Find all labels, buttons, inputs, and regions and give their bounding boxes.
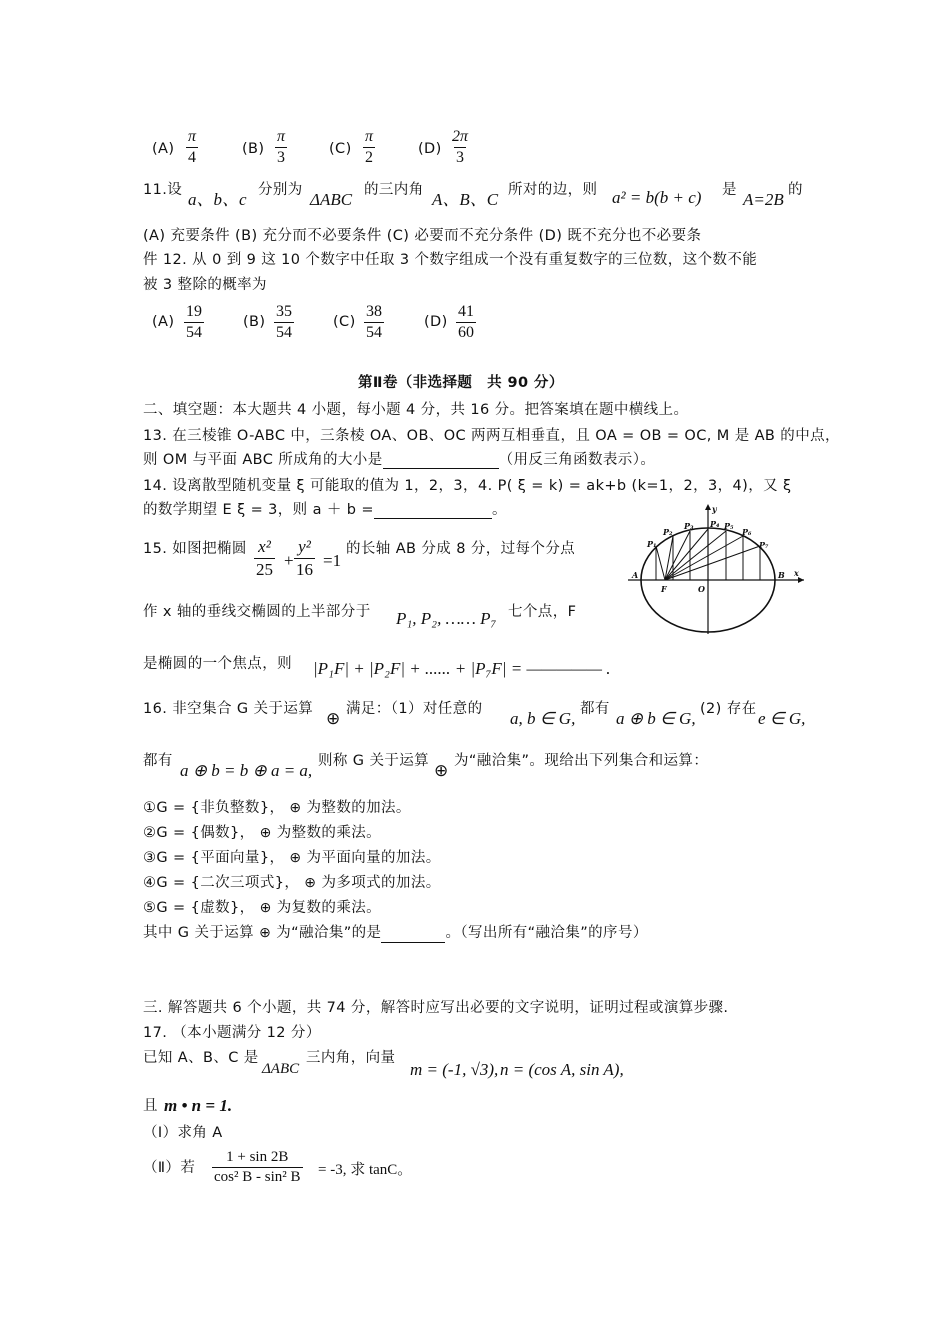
- fig-label-p4: P₄: [710, 519, 720, 529]
- q11-text-2: 的三内角: [364, 182, 424, 198]
- q12-option-b-label: (B): [243, 314, 266, 330]
- q10-option-d-fraction: $\frac{2\pi}{3}$: [452, 128, 469, 167]
- q12-option-d-fraction: $\frac{41}{60}$: [458, 303, 474, 342]
- q16-op-symbol: ⊕: [326, 709, 341, 728]
- q10-option-c-label: (C): [329, 141, 352, 157]
- q11-triangle: ΔABC: [310, 190, 353, 209]
- q14-line-2: 的数学期望 E ξ = 3，则 a ＋ b = 。: [143, 502, 507, 518]
- q16-final: 其中 G 关于运算 ⊕ 为“融洽集”的是 。（写出所有“融洽集”的序号）: [143, 925, 648, 941]
- q13-answer-blank[interactable]: [383, 468, 499, 469]
- fig-label-p7: P₇: [759, 540, 769, 550]
- q16-op-symbol-2: ⊕: [434, 761, 449, 780]
- fig-label-b: B: [778, 570, 785, 580]
- q11-text-4: 是: [722, 182, 737, 198]
- q13-line-1: 13. 在三棱锥 O-ABC 中，三条棱 OA、OB、OC 两两互相垂直，且 OA = OB = OC, M 是 AB 的中点，: [143, 428, 840, 444]
- q17-fraction: $\frac{1 + \sin 2B}{\text{cos² B - sin² B}}$: [214, 1149, 301, 1186]
- q12-option-b-fraction: $\frac{35}{54}$: [276, 303, 292, 342]
- q16-identity-equation: a ⊕ b = b ⊕ a = a,: [180, 761, 313, 780]
- q16-answer-blank[interactable]: [381, 942, 445, 943]
- q16-text-3: (2) 存在: [700, 701, 757, 717]
- q11-angles: A、B、C: [432, 190, 499, 209]
- q12-option-d-label: (D): [424, 314, 448, 330]
- q16-text-4: 则称 G 关于运算: [318, 753, 430, 769]
- q15-lead: 15. 如图把椭圆: [143, 541, 247, 557]
- q13-line-2: 则 OM 与平面 ABC 所成角的大小是 （用反三角函数表示）。: [143, 452, 656, 468]
- q17-vector-n: n = (cos A, sin A),: [500, 1060, 624, 1079]
- q16-ab-in-g: a, b ∈ G,: [510, 709, 576, 728]
- q16-item-2: ②G = {偶数}， ⊕ 为整数的乘法。: [143, 825, 382, 841]
- q15-equals-one: =1: [323, 551, 342, 570]
- q15-line-2: 作 x 轴的垂线交椭圆的上半部分于: [143, 604, 371, 620]
- q16-item-1: ①G = {非负整数}， ⊕ 为整数的加法。: [143, 800, 411, 816]
- q17-heading: 17. （本小题满分 12 分）: [143, 1025, 321, 1041]
- q17-vector-m: m = (-1, √3),: [410, 1060, 499, 1079]
- q11-text-3: 所对的边，则: [508, 182, 598, 198]
- q15-y-fraction: $\frac{\text{y²}}{16}$: [296, 537, 313, 579]
- fig-label-a: A: [632, 570, 639, 580]
- q16-lead: 16. 非空集合 G 关于运算: [143, 701, 314, 717]
- q10-option-b-label: (B): [242, 141, 265, 157]
- q10-option-a-fraction: $\frac{\pi}{4}$: [188, 128, 197, 167]
- q11-sides: a、b、c: [188, 190, 247, 209]
- q10-option-d-label: (D): [418, 141, 442, 157]
- x-axis-arrow-icon: [798, 577, 804, 583]
- q16-line-2: 都有: [143, 753, 173, 769]
- q17-part-2-tail: = -3, 求 tanC。: [318, 1162, 413, 1178]
- q12-line-1: 件 12. 从 0 到 9 这 10 个数字中任取 3 个数字组成一个没有重复数字的三位数，这个数不能: [143, 252, 758, 268]
- q17-text-1: 三内角，向量: [306, 1050, 396, 1066]
- q10-option-a-label: (A): [152, 141, 175, 157]
- q11-text-1: 分别为: [258, 182, 303, 198]
- fig-label-p1: P₁: [647, 539, 657, 549]
- q17-part-2-lead: （Ⅱ）若: [143, 1160, 196, 1176]
- q12-option-c-fraction: $\frac{38}{54}$: [366, 303, 382, 342]
- q11-equation: a² = b(b + c): [612, 188, 702, 207]
- q15-plus: +: [284, 551, 294, 570]
- q12-option-c-label: (C): [333, 314, 356, 330]
- q11-lead: 11.设: [143, 182, 183, 198]
- q10-option-c-fraction: $\frac{\pi}{2}$: [365, 128, 374, 167]
- q17-triangle: ΔABC: [262, 1061, 300, 1077]
- q15-points: P₁, P₂, …… P₇: [396, 609, 497, 628]
- q16-text-1: 满足：（1）对任意的: [346, 701, 483, 717]
- fig-label-p6: P₆: [742, 527, 752, 537]
- q15-x-fraction: $\frac{\text{x²}}{25}$: [256, 537, 273, 579]
- q17-dot-product: m • n = 1.: [164, 1096, 233, 1115]
- y-axis-arrow-icon: [705, 504, 711, 510]
- q17-line-1: 已知 A、B、C 是: [143, 1050, 259, 1066]
- q16-item-5: ⑤G = {虚数}， ⊕ 为复数的乘法。: [143, 900, 382, 916]
- q12-line-2: 被 3 整除的概率为: [143, 277, 267, 293]
- q15-line-3: 是椭圆的一个焦点，则: [143, 656, 292, 672]
- q12-option-a-fraction: $\frac{19}{54}$: [186, 303, 202, 342]
- q16-text-2: 都有: [580, 701, 610, 717]
- fig-label-p2: P₂: [663, 527, 673, 537]
- q16-item-3: ③G = {平面向量}， ⊕ 为平面向量的加法。: [143, 850, 441, 866]
- q14-line-1: 14. 设离散型随机变量 ξ 可能取的值为 1，2，3，4. P( ξ = k) = ak+b (k=1，2，3，4)，又 ξ: [143, 478, 792, 494]
- q11-condition: A=2B: [743, 190, 784, 209]
- q16-e-in-g: e ∈ G,: [758, 709, 806, 728]
- fill-in-intro: 二、填空题：本大题共 4 小题，每小题 4 分，共 16 分。把答案填在题中横线上。: [143, 402, 689, 418]
- q11-options: (A) 充要条件 (B) 充分而不必要条件 (C) 必要而不充分条件 (D) 既不充分也不必要条: [143, 228, 702, 244]
- q17-part-1: （Ⅰ）求角 A: [143, 1125, 223, 1141]
- part-3-intro: 三. 解答题共 6 个小题，共 74 分，解答时应写出必要的文字说明，证明过程或演算步骤.: [143, 1000, 729, 1016]
- q15-distance-sum: |P₁F| + |P₂F| + ...... + |P₇F| = ————— .: [313, 659, 611, 678]
- q11-text-5: 的: [788, 182, 803, 198]
- fig-label-o: O: [698, 584, 705, 594]
- q15-text-tail: 的长轴 AB 分成 8 分，过每个分点: [346, 541, 576, 557]
- fig-label-x: x: [794, 568, 799, 578]
- q15-line-2-tail: 七个点，F: [508, 604, 577, 620]
- q16-a-op-b-in-g: a ⊕ b ∈ G,: [616, 709, 696, 728]
- q16-item-4: ④G = {二次三项式}， ⊕ 为多项式的加法。: [143, 875, 441, 891]
- fig-label-y: y: [712, 504, 717, 514]
- fig-label-p3: P₃: [684, 521, 694, 531]
- part-2-title: 第Ⅱ卷（非选择题 共 90 分）: [358, 375, 564, 391]
- q10-option-b-fraction: $\frac{\pi}{3}$: [277, 128, 286, 167]
- fig-label-p5: P₅: [724, 521, 734, 531]
- q17-and: 且: [143, 1098, 158, 1114]
- ellipse-figure: [618, 500, 808, 640]
- q14-answer-blank[interactable]: [374, 518, 492, 519]
- q16-text-5: 为“融洽集”。现给出下列集合和运算：: [454, 753, 709, 769]
- q12-option-a-label: (A): [152, 314, 175, 330]
- fig-label-f: F: [661, 584, 667, 594]
